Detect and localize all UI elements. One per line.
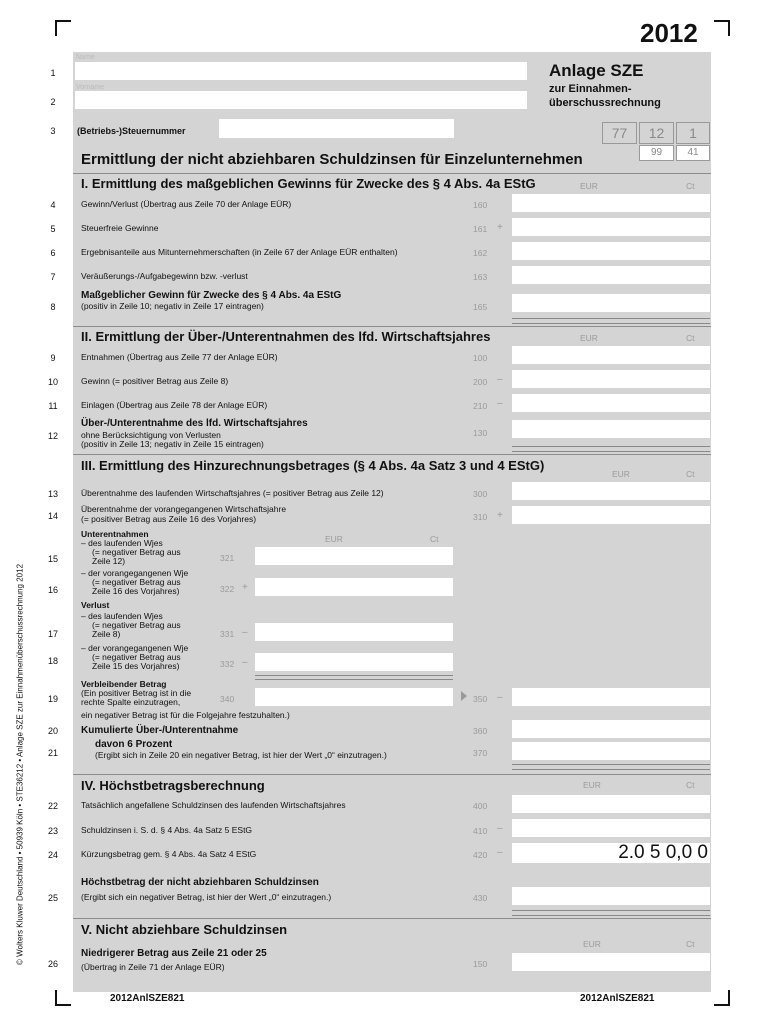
main-title: Ermittlung der nicht abziehbaren Schuldzinsen für Einzelunternehmen xyxy=(81,151,583,168)
amount-field-161[interactable] xyxy=(512,218,710,236)
row-label: (Ein positiver Betrag ist in die xyxy=(81,688,192,698)
sign-plus: + xyxy=(497,510,503,521)
line-number: 22 xyxy=(47,801,58,811)
sign-minus: – xyxy=(497,823,503,834)
section-divider xyxy=(73,918,711,919)
eur-header: EUR xyxy=(583,780,601,790)
row-label: Tatsächlich angefallene Schuldzinsen des laufenden Wirtschaftsjahres xyxy=(81,800,346,810)
section-title: I. Ermittlung des maßgeblichen Gewinns für Zwecke des § 4 Abs. 4a EStG xyxy=(81,176,536,191)
row-sublabel: (= negativer Betrag aus xyxy=(92,652,181,662)
side-copyright: © Wolters Kluwer Deutschland • 50939 Köln • STE36212 • Anlage SZE zur Einnahmenüberschussrechnung 2012 xyxy=(15,563,25,966)
eur-header: EUR xyxy=(583,939,601,949)
row-sublabel: Zeile 15 des Vorjahres) xyxy=(92,661,180,671)
row-label: Überentnahme der vorangegangenen Wirtschaftsjahre xyxy=(81,504,287,514)
field-code: 310 xyxy=(473,512,488,522)
sum-underline xyxy=(512,446,710,452)
row-sublabel: (Übertrag in Zeile 71 der Anlage EÜR) xyxy=(81,962,225,972)
amount-field-130[interactable] xyxy=(512,420,710,438)
field-code: 100 xyxy=(473,353,488,363)
group-label: Unterentnahmen xyxy=(81,529,149,539)
crop-mark-top-right xyxy=(714,20,730,36)
field-code: 420 xyxy=(473,850,488,860)
sign-plus: + xyxy=(497,222,503,233)
code-box-small: 41 xyxy=(676,145,710,161)
steuernummer-label: (Betriebs-)Steuernummer xyxy=(77,126,186,136)
row-label: Niedrigerer Betrag aus Zeile 21 oder 25 xyxy=(81,948,267,959)
field-code: 322 xyxy=(220,584,235,594)
section-title: II. Ermittlung der Über-/Unterentnahmen des lfd. Wirtschaftsjahres xyxy=(81,329,491,344)
line-number: 23 xyxy=(47,826,58,836)
field-code: 410 xyxy=(473,826,488,836)
row-label: Kumulierte Über-/Unterentnahme xyxy=(81,725,239,736)
amount-field-360[interactable] xyxy=(512,720,710,738)
amount-field-165[interactable] xyxy=(512,294,710,312)
sign-minus: – xyxy=(497,692,503,703)
field-code: 340 xyxy=(220,694,235,704)
field-code: 430 xyxy=(473,893,488,903)
field-code: 163 xyxy=(473,272,488,282)
group-label: Verbleibender Betrag xyxy=(81,679,167,689)
sign-minus: – xyxy=(497,374,503,385)
row-sublabel: (= positiver Betrag aus Zeile 16 des Vorjahres) xyxy=(81,514,257,524)
section-divider xyxy=(73,173,711,174)
footer-form-id-right: 2012AnlSZE821 xyxy=(580,993,655,1004)
row-sublabel: (Ergibt sich ein negativer Betrag, ist hier der Wert „0“ einzutragen.) xyxy=(81,892,332,902)
row-sublabel: (Ergibt sich in Zeile 20 ein negativer Betrag, ist hier der Wert „0“ einzutragen.) xyxy=(95,750,387,760)
amount-field-100[interactable] xyxy=(512,346,710,364)
field-code: 360 xyxy=(473,726,488,736)
field-code: 370 xyxy=(473,748,488,758)
eur-header: EUR xyxy=(580,333,598,343)
row-label: Höchstbetrag der nicht abziehbaren Schuldzinsen xyxy=(81,877,319,888)
line-number: 26 xyxy=(47,959,58,969)
row-sublabel: (= negativer Betrag aus xyxy=(92,547,181,557)
section-divider xyxy=(73,454,711,455)
ct-subheader: Ct xyxy=(430,534,439,544)
crop-mark-bottom-right xyxy=(714,990,730,1006)
eur-header: EUR xyxy=(612,469,630,479)
amount-field-322[interactable] xyxy=(255,578,453,596)
field-code: 200 xyxy=(473,377,488,387)
line-number: 2 xyxy=(50,97,56,107)
ct-header: Ct xyxy=(686,780,695,790)
row-label: Ergebnisanteile aus Mitunternehmerschaften (in Zeile 67 der Anlage EÜR enthalten) xyxy=(81,247,398,257)
field-code: 350 xyxy=(473,694,488,704)
line-number: 13 xyxy=(47,489,58,499)
section-divider xyxy=(73,326,711,327)
amount-field-163[interactable] xyxy=(512,266,710,284)
row-label: Einlagen (Übertrag aus Zeile 78 der Anlage EÜR) xyxy=(81,400,268,410)
group-label: Verlust xyxy=(81,600,110,610)
amount-field-410[interactable] xyxy=(512,819,710,837)
amount-field-340[interactable] xyxy=(255,688,453,706)
row-sublabel: rechte Spalte einzutragen, xyxy=(81,697,181,707)
code-box-small: 99 xyxy=(639,145,674,161)
line-number: 19 xyxy=(47,694,58,704)
field-code: 321 xyxy=(220,553,235,563)
line-number: 24 xyxy=(47,850,58,860)
section-divider xyxy=(73,774,711,775)
amount-field-210[interactable] xyxy=(512,394,710,412)
eur-header: EUR xyxy=(580,181,598,191)
amount-field-400[interactable] xyxy=(512,795,710,813)
form-title: Anlage SZE xyxy=(549,61,644,80)
eur-subheader: EUR xyxy=(325,534,343,544)
ct-header: Ct xyxy=(686,333,695,343)
crop-mark-top-left xyxy=(55,20,71,36)
row-sublabel: (= negativer Betrag aus xyxy=(92,577,181,587)
amount-field-150[interactable] xyxy=(512,953,710,971)
line-number: 4 xyxy=(50,200,56,210)
ct-header: Ct xyxy=(686,939,695,949)
line-number: 11 xyxy=(48,401,58,411)
field-code: 161 xyxy=(473,224,488,234)
line-number: 18 xyxy=(47,656,58,666)
field-code: 400 xyxy=(473,801,488,811)
sign-minus: – xyxy=(242,657,248,668)
steuernummer-field[interactable] xyxy=(219,119,454,138)
line-number: 14 xyxy=(47,511,58,521)
sign-minus: – xyxy=(497,398,503,409)
section-title: IV. Höchstbetragsberechnung xyxy=(81,778,265,793)
sum-underline xyxy=(512,764,710,770)
code-box: 77 xyxy=(602,122,637,144)
line-number: 9 xyxy=(50,353,56,363)
field-code: 162 xyxy=(473,248,488,258)
name-field[interactable] xyxy=(75,62,527,80)
vorname-caption: Vorname xyxy=(76,84,105,91)
row-label: Maßgeblicher Gewinn für Zwecke des § 4 Abs. 4a EStG xyxy=(81,290,342,301)
amount-field-200[interactable] xyxy=(512,370,710,388)
row-label: Steuerfreie Gewinne xyxy=(81,223,159,233)
arrow-right-icon xyxy=(461,691,467,701)
amount-field-350[interactable] xyxy=(512,688,710,706)
row-label: Gewinn (= positiver Betrag aus Zeile 8) xyxy=(81,376,229,386)
row-label: – der vorangegangenen Wje xyxy=(81,643,189,653)
line-number: 3 xyxy=(50,126,56,136)
line-number: 16 xyxy=(47,585,58,595)
crop-mark-bottom-left xyxy=(55,990,71,1006)
line-number: 20 xyxy=(47,726,58,736)
line-number: 1 xyxy=(50,68,56,78)
sum-underline xyxy=(512,318,710,324)
line-number: 6 xyxy=(50,248,56,258)
amount-field-331[interactable] xyxy=(255,623,453,641)
field-code: 332 xyxy=(220,659,235,669)
line-number: 25 xyxy=(47,893,58,903)
line-number: 8 xyxy=(50,302,56,312)
amount-field-420[interactable]: 2.0 5 0,0 0 xyxy=(512,843,710,863)
row-label: – der vorangegangenen Wje xyxy=(81,568,189,578)
form-year: 2012 xyxy=(640,18,698,48)
section-title: V. Nicht abziehbare Schuldzinsen xyxy=(81,922,288,937)
code-box: 12 xyxy=(639,122,674,144)
field-code: 331 xyxy=(220,629,235,639)
field-code: 130 xyxy=(473,428,488,438)
row-sublabel: Zeile 16 des Vorjahres) xyxy=(92,586,180,596)
field-code: 210 xyxy=(473,401,488,411)
row-sublabel: (= negativer Betrag aus xyxy=(92,620,181,630)
row-label: Überentnahme des laufenden Wirtschaftsjahres (= positiver Betrag aus Zeile 12) xyxy=(81,488,384,498)
line-number: 21 xyxy=(47,748,58,758)
ct-header: Ct xyxy=(686,469,695,479)
line-number: 5 xyxy=(50,224,56,234)
row-sublabel: Zeile 8) xyxy=(92,629,121,639)
footer-form-id-left: 2012AnlSZE821 xyxy=(110,993,185,1004)
amount-field-370[interactable] xyxy=(512,742,710,760)
line-number: 17 xyxy=(47,629,58,639)
row-sublabel: (positiv in Zeile 13; negativ in Zeile 15 eintragen) xyxy=(81,439,264,449)
sum-underline xyxy=(255,675,453,680)
row-sublabel: ohne Berücksichtigung von Verlusten xyxy=(81,430,221,440)
sum-underline xyxy=(512,910,710,916)
section-title: III. Ermittlung des Hinzurechnungsbetrages (§ 4 Abs. 4a Satz 3 und 4 EStG) xyxy=(81,458,545,473)
field-code: 150 xyxy=(473,959,488,969)
row-label: davon 6 Prozent xyxy=(95,739,173,750)
sign-minus: – xyxy=(497,847,503,858)
row-sublabel: ein negativer Betrag ist für die Folgejahre festzuhalten.) xyxy=(81,710,290,720)
row-label: Über-/Unterentnahme des lfd. Wirtschaftsjahres xyxy=(81,418,308,429)
field-code: 160 xyxy=(473,200,488,210)
sign-minus: – xyxy=(242,627,248,638)
vorname-field[interactable] xyxy=(75,91,527,109)
line-number: 7 xyxy=(50,272,56,282)
sign-plus: + xyxy=(242,582,248,593)
ct-header: Ct xyxy=(686,181,695,191)
form-subtitle: zur Einnahmen- xyxy=(549,83,632,95)
field-code: 300 xyxy=(473,489,488,499)
line-number: 15 xyxy=(47,554,58,564)
row-label: – des laufenden Wjes xyxy=(81,611,163,621)
amount-field-160[interactable] xyxy=(512,194,710,212)
name-caption: Name xyxy=(76,54,95,61)
amount-field-310[interactable] xyxy=(512,506,710,524)
amount-field-332[interactable] xyxy=(255,653,453,671)
field-code: 165 xyxy=(473,302,488,312)
row-label: Entnahmen (Übertrag aus Zeile 77 der Anlage EÜR) xyxy=(81,352,278,362)
row-sublabel: Zeile 12) xyxy=(92,556,126,566)
row-label: Kürzungsbetrag gem. § 4 Abs. 4a Satz 4 EStG xyxy=(81,849,257,859)
amount-field-321[interactable] xyxy=(255,547,453,565)
row-sublabel: (positiv in Zeile 10; negativ in Zeile 17 eintragen) xyxy=(81,301,264,311)
row-label: Schuldzinsen i. S. d. § 4 Abs. 4a Satz 5 EStG xyxy=(81,825,253,835)
amount-field-162[interactable] xyxy=(512,242,710,260)
amount-field-430[interactable] xyxy=(512,887,710,905)
code-box: 1 xyxy=(676,122,710,144)
row-label: Gewinn/Verlust (Übertrag aus Zeile 70 der Anlage EÜR) xyxy=(81,199,292,209)
row-label: – des laufenden Wjes xyxy=(81,538,163,548)
line-number: 10 xyxy=(47,377,58,387)
line-number: 12 xyxy=(47,431,58,441)
row-label: Veräußerungs-/Aufgabegewinn bzw. -verlust xyxy=(81,271,248,281)
amount-field-300[interactable] xyxy=(512,482,710,500)
form-subtitle: überschussrechnung xyxy=(549,97,661,109)
